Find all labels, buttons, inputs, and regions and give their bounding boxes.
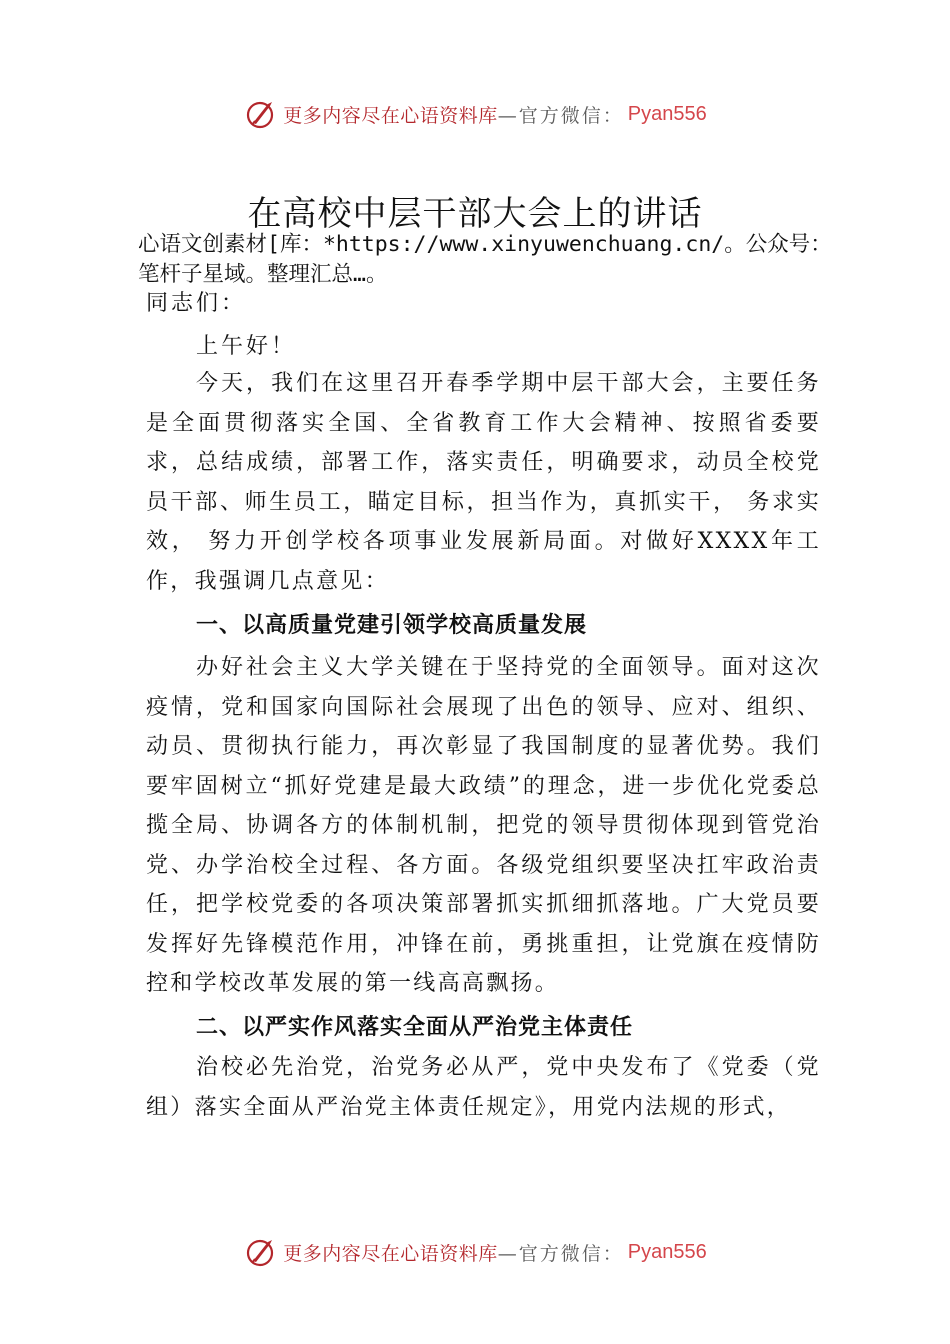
banner-sub-text: —官方微信：	[497, 104, 624, 127]
section-heading-2: 二、以严实作风落实全面从严治党主体责任	[196, 1015, 634, 1040]
page-title: 在高校中层干部大会上的讲话	[247, 194, 703, 234]
quill-pen-logo-icon	[243, 1234, 279, 1270]
quill-pen-logo-icon	[243, 96, 279, 132]
greeting: 上午好！	[196, 334, 297, 359]
salutation: 同志们：	[146, 291, 247, 316]
paragraph-section-2: 治校必先治党，治党务必从严，党中央发布了《党委（党组）落实全面从严治党主体责任规定》，用党内法规的形式，	[146, 1055, 821, 1120]
paragraph-section-1: 办好社会主义大学关键在于坚持党的全面领导。面对这次疫情，党和国家向国际社会展现了出色的领导、应对、组织、动员、贯彻执行能力，再次彰显了我国制度的显著优势。我们要牢固树立“抓好党建是最大政绩”的理念，进一步优化党委总揽全局、协调各方的体制机制，把党的领导贯彻体现到管党治党、办学治校全过程、各方面。各级党组织要坚决扛牢政治责任，把学校党委的各项决策部署抓实抓细抓落地。广大党员要发挥好先锋模范作用，冲锋在前，勇挑重担，让党旗在疫情防控和学校改革发展的第一线高高飘扬。	[146, 655, 821, 996]
footer-banner	[0, 1232, 950, 1272]
banner-sub-text: —官方微信：	[497, 1242, 624, 1265]
source-note: 心语文创素材[库：*https://www.xinyuwenchuang.cn/。公众号：笔杆子星域。整理汇总…。	[138, 232, 832, 287]
paragraph-intro: 今天，我们在这里召开春季学期中层干部大会，主要任务是全面贯彻落实全国、全省教育工作大会精神、按照省委要求，总结成绩，部署工作，落实责任，明确要求，动员全校党员干部、师生员工，瞄定目标，担当作为，真抓实干， 务求实效， 努力开创学校各项事业发展新局面。对做好XXXX年工作，我强调几点意见：	[146, 371, 821, 594]
banner-main-text: 更多内容尽在心语资料库	[283, 104, 498, 127]
banner-wechat-id: Pyan556	[627, 1240, 707, 1263]
banner-wechat-id: Pyan556	[627, 102, 707, 125]
banner-main-text: 更多内容尽在心语资料库	[283, 1242, 498, 1265]
section-heading-1: 一、以高质量党建引领学校高质量发展	[196, 613, 588, 638]
header-banner	[0, 94, 950, 134]
